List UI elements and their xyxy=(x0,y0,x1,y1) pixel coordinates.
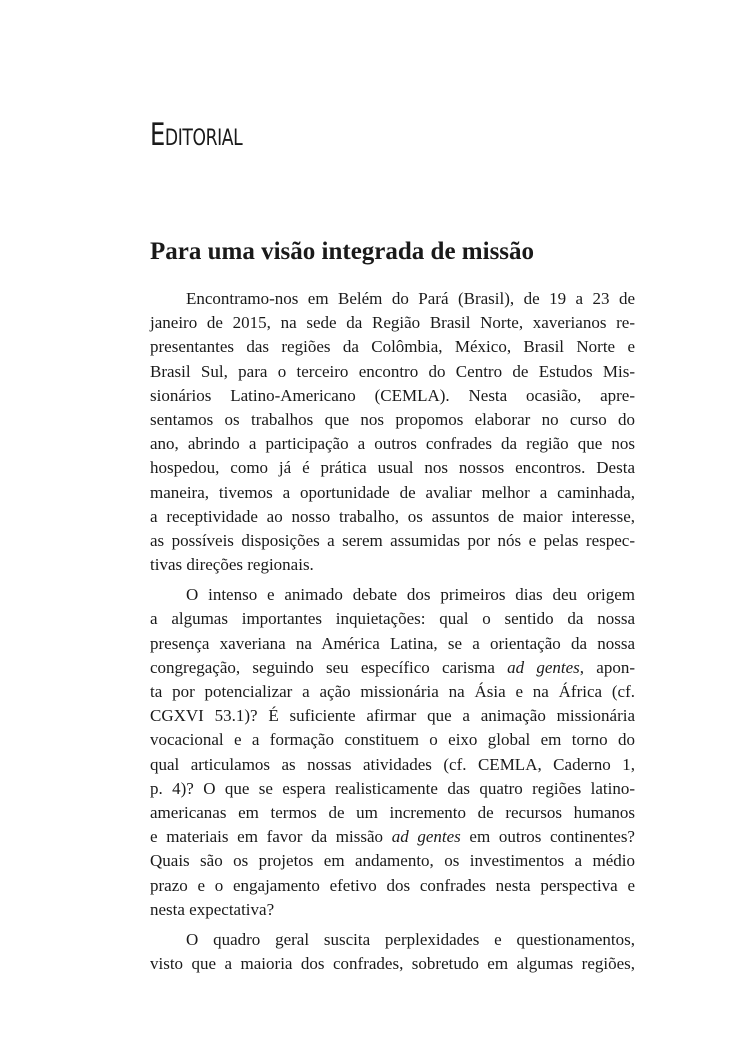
text-line: nesta expectativa? xyxy=(150,899,275,919)
text-line: vocacional e a formação constituem o eixo global em torno do xyxy=(150,730,635,750)
text-line: Brasil Sul, para o terceiro encontro do Centro de Estudos Mis- xyxy=(150,361,635,381)
article-body xyxy=(150,287,635,976)
paragraph-3 xyxy=(150,928,635,976)
text-line: p. 4)? O que se espera realisticamente das quatro regiões latino- xyxy=(150,778,635,798)
italic-phrase: ad gentes xyxy=(391,827,461,847)
paragraph-2 xyxy=(150,583,635,922)
text-line: hospedou, como já é prática usual nos nossos encontros. Desta xyxy=(150,458,635,478)
text-line: O quadro geral suscita perplexidades e questionamentos, xyxy=(186,929,635,949)
text-line: janeiro de 2015, na sede da Região Brasil Norte, xaverianos re- xyxy=(150,313,635,333)
text-line: a algumas importantes inquietações: qual o sentido da nossa xyxy=(150,609,635,629)
text-segment: congregação, seguindo seu específico carisma xyxy=(150,657,508,677)
text-line: sionários Latino-Americano (CEMLA). Nesta ocasião, apre- xyxy=(150,385,635,405)
text-line: sentamos os trabalhos que nos propomos elaborar no curso do xyxy=(150,409,635,429)
text-line: qual articulamos as nossas atividades (cf. CEMLA, Caderno 1, xyxy=(150,754,635,774)
text-line: presença xaveriana na América Latina, se a orientação da nossa xyxy=(150,633,635,653)
section-title: Editorial xyxy=(150,117,243,153)
text-line: prazo e o engajamento efetivo dos confrades nesta perspectiva e xyxy=(150,875,635,895)
text-line: as possíveis disposições a serem assumidas por nós e pelas respec- xyxy=(150,530,635,550)
text-line: a receptividade ao nosso trabalho, os assuntos de maior interesse, xyxy=(150,506,635,526)
text-line: CGXVI 53.1)? É suficiente afirmar que a animação missionária xyxy=(150,706,635,726)
text-line: ta por potencializar a ação missionária na Ásia e na África (cf. xyxy=(150,682,635,701)
text-line: americanas em termos de um incremento de recursos humanos xyxy=(150,802,635,822)
text-segment: e materiais em favor da missão xyxy=(150,827,392,847)
text-line: visto que a maioria dos confrades, sobretudo em algumas regiões, xyxy=(150,954,635,974)
text-line: ano, abrindo a participação a outros confrades da região que nos xyxy=(150,434,635,454)
text-segment: , apon- xyxy=(579,657,635,677)
text-line: Encontramo-nos em Belém do Pará (Brasil), de 19 a 23 de xyxy=(186,289,635,308)
text-line: presentantes das regiões da Colômbia, México, Brasil Norte e xyxy=(150,337,635,357)
text-line: Quais são os projetos em andamento, os investimentos a médio xyxy=(150,851,635,871)
article-title: Para uma visão integrada de missão xyxy=(150,238,535,265)
text-segment: em outros continentes? xyxy=(460,827,635,847)
text-line: tivas direções regionais. xyxy=(150,555,314,575)
text-line: O intenso e animado debate dos primeiros dias deu origem xyxy=(186,585,635,605)
paragraph-1 xyxy=(150,287,635,577)
italic-phrase: ad gentes xyxy=(507,657,580,677)
text-line-with-italic xyxy=(150,825,635,849)
text-line-with-italic xyxy=(150,656,635,680)
text-line: maneira, tivemos a oportunidade de avaliar melhor a caminhada, xyxy=(150,482,635,502)
